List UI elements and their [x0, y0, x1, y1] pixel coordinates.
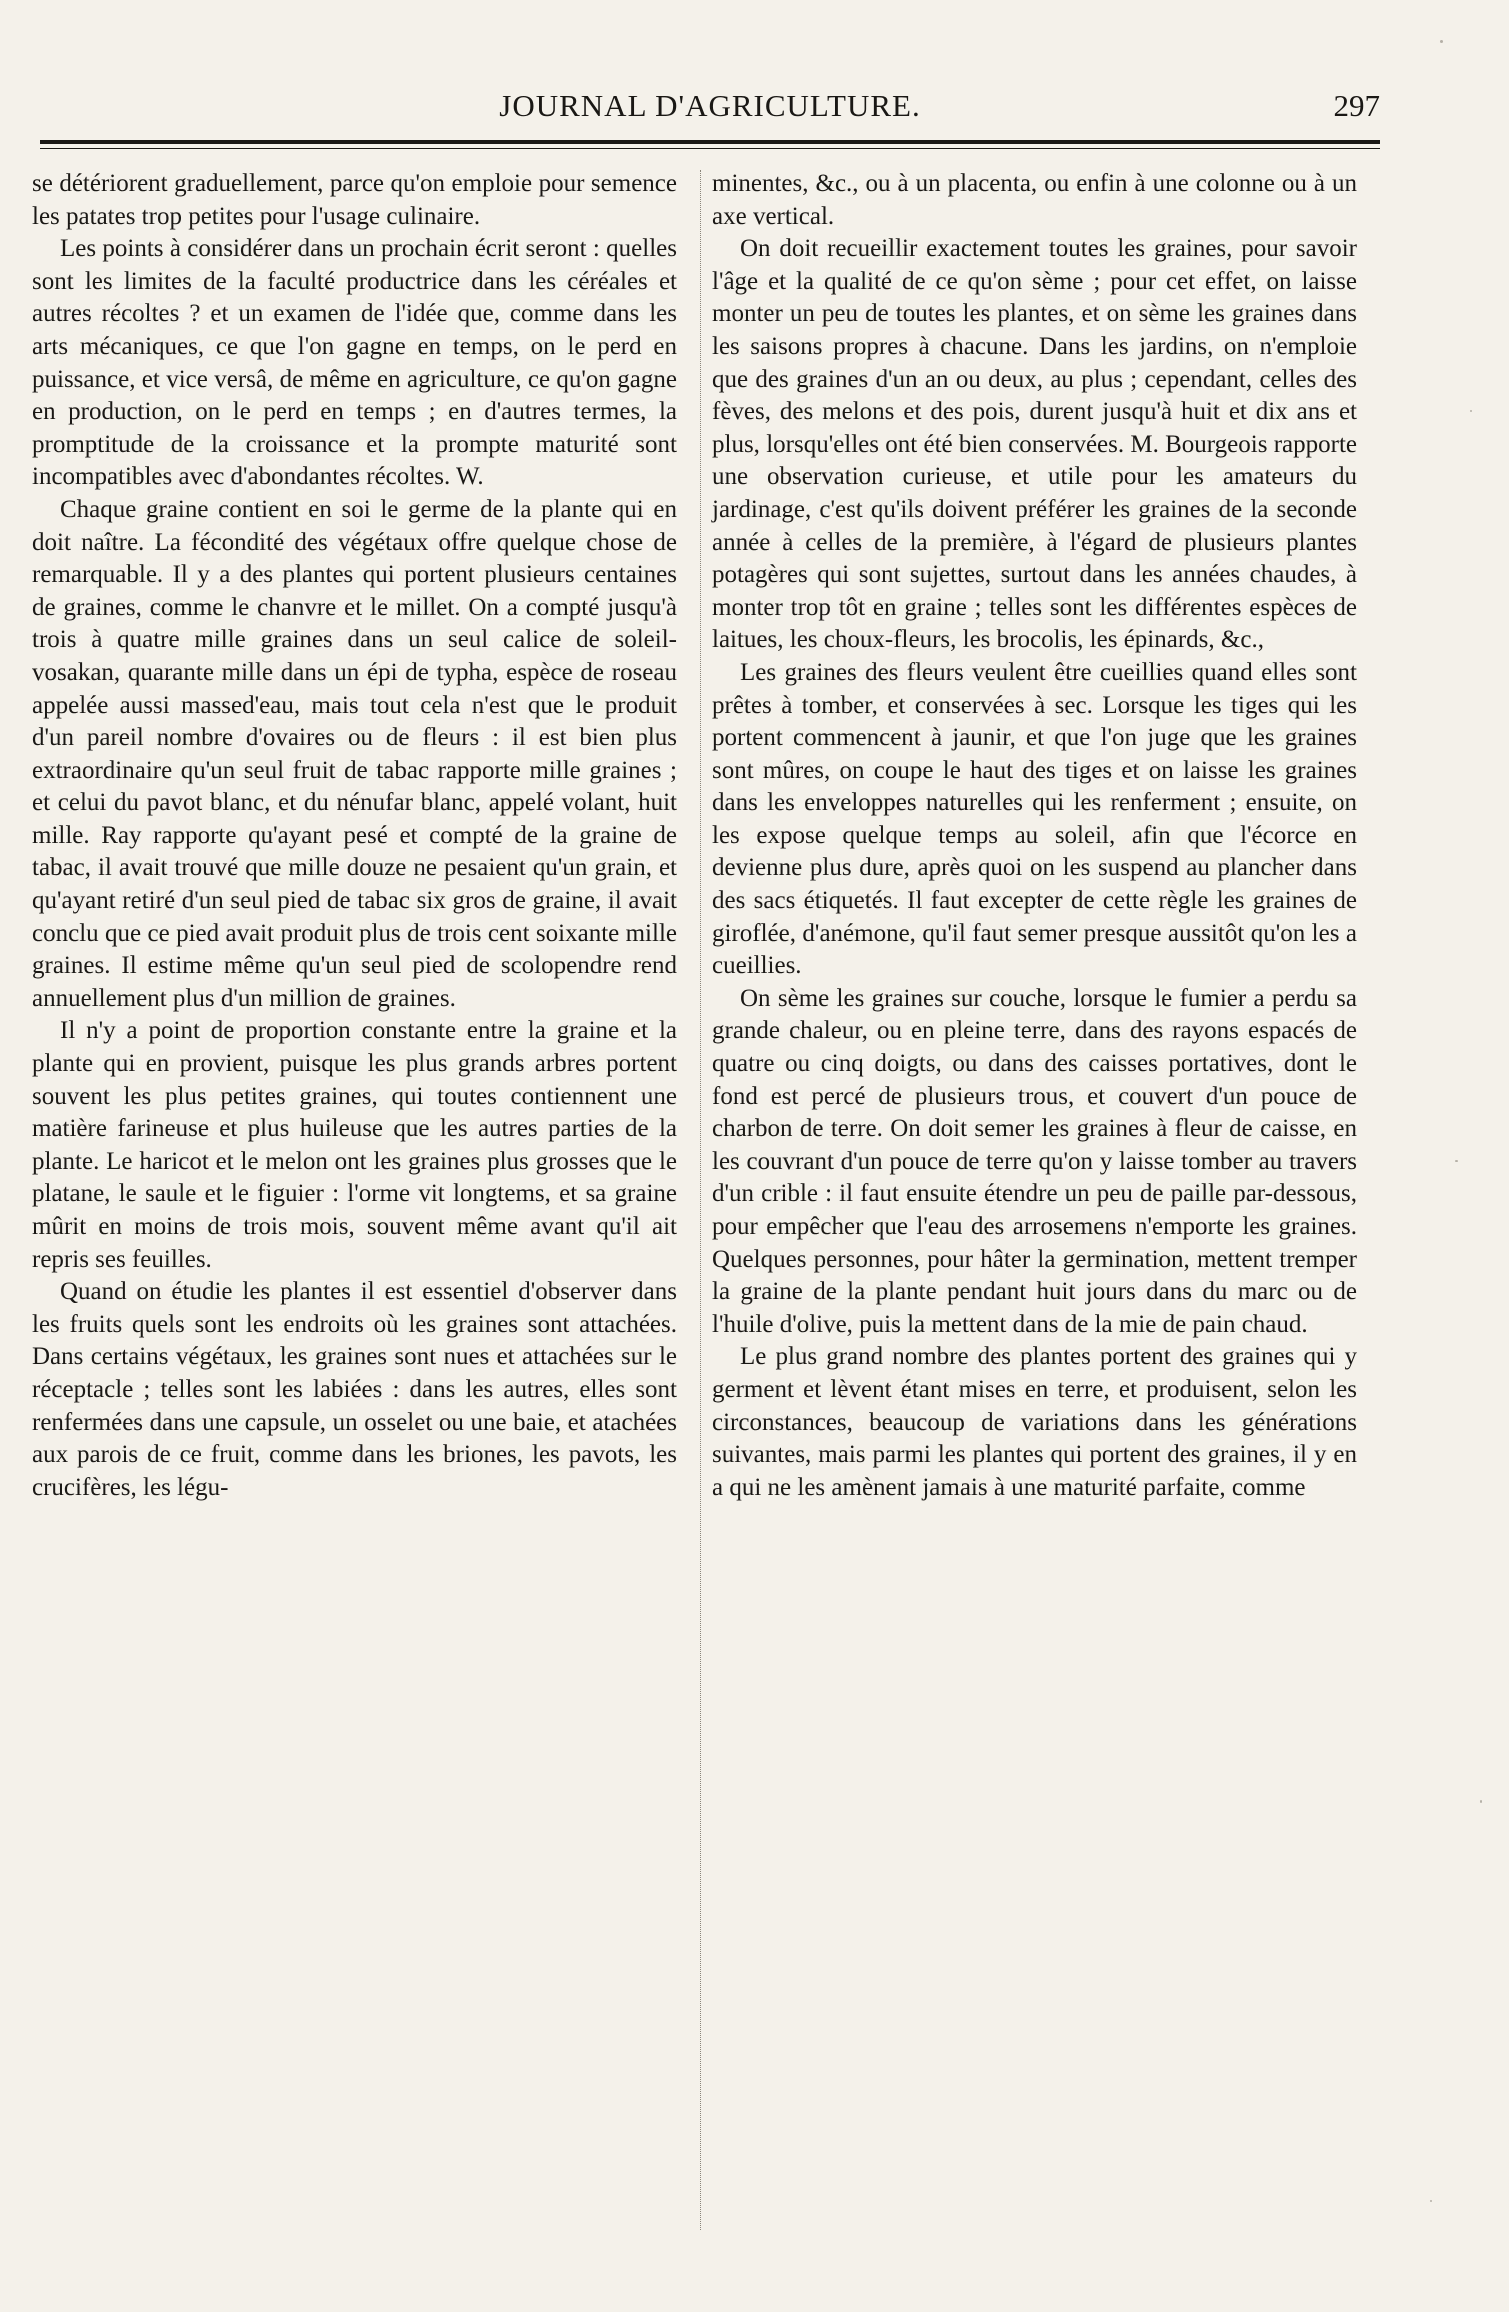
left-column [32, 168, 677, 1504]
page-number: 297 [1333, 88, 1380, 123]
column-divider [700, 170, 701, 2230]
right-column [712, 168, 1357, 1504]
header-rule-thick [40, 140, 1380, 144]
paragraph: Quand on étudie les plantes il est essentiel d'observer dans les fruits quels sont les endroits où les graines sont attachées. Dans certains végétaux, les graines sont nues et attachées sur le réceptacle ; telles sont les labiées : dans les autres, elles sont renfermées dans une capsule, un osselet ou une baie, et atachées aux parois de ce fruit, comme dans les briones, les pavots, les crucifères, les légu- [32, 1278, 677, 1501]
paragraph: Les points à considérer dans un prochain écrit seront : quelles sont les limites de la faculté productrice dans les céréales et autres récoltes ? et un examen de l'idée que, comme dans les arts mécaniques, ce que l'on gagne en temps, on le perd en puissance, et vice versâ, de même en agriculture, ce qu'on gagne en production, on le perd en temps ; en d'autres termes, la promptitude de la croissance et la prompte maturité sont incompatibles avec d'abondantes récoltes. W. [32, 235, 677, 491]
page-header [40, 88, 1380, 136]
paragraph: Les graines des fleurs veulent être cueillies quand elles sont prêtes à tomber, et conservées à sec. Lorsque les tiges qui les portent commencent à jaunir, et que l'on juge que les graines sont mûres, on coupe le haut des tiges et on laisse les graines dans les enveloppes naturelles qui les renferment ; ensuite, on les expose quelque temps au soleil, afin que l'écorce en devienne plus dure, après quoi on les suspend au plancher dans des sacs étiquetés. Il faut excepter de cette règle les graines de giroflée, d'anémone, qu'il faut semer presque aussitôt qu'on les a cueillies. [712, 658, 1357, 980]
paragraph: se détériorent graduellement, parce qu'on emploie pour semence les patates trop petites pour l'usage culinaire. [32, 170, 677, 230]
paragraph: On sème les graines sur couche, lorsque le fumier a perdu sa grande chaleur, ou en pleine terre, dans des rayons espacés de quatre ou cinq doigts, ou dans des caisses portatives, dont le fond est percé de plusieurs trous, et couvert d'un pouce de charbon de terre. On doit semer les graines à fleur de caisse, en les couvrant d'un pouce de terre qu'on y laisse tomber au travers d'un crible : il faut ensuite étendre un peu de paille par-dessous, pour empêcher que l'eau des arrosemens n'emporte les graines. Quelques personnes, pour hâter la germination, mettent tremper la graine de la plante pendant huit jours dans du marc ou de l'huile d'olive, puis la mettent dans de la mie de pain chaud. [712, 984, 1357, 1338]
print-speck [1480, 1800, 1482, 1803]
paragraph: Le plus grand nombre des plantes portent des graines qui y germent et lèvent étant mises en terre, et produisent, selon les circonstances, beaucoup de variations dans les générations suivantes, mais parmi les plantes qui portent des graines, il y en a qui ne les amènent jamais à une maturité parfaite, comme [712, 1343, 1357, 1501]
paragraph: Chaque graine contient en soi le germe de la plante qui en doit naître. La fécondité des végétaux offre quelque chose de remarquable. Il y a des plantes qui portent plusieurs centaines de graines, comme le chanvre et le millet. On a compté jusqu'à trois à quatre mille graines dans un seul calice de soleil-vosakan, quarante mille dans un épi de typha, espèce de roseau appelée aussi massed'eau, mais tout cela n'est que le produit d'un pareil nombre d'ovaires ou de fleurs : il est bien plus extraordinaire qu'un seul fruit de tabac rapporte mille graines ; et celui du pavot blanc, et du nénufar blanc, appelé volant, huit mille. Ray rapporte qu'ayant pesé et compté de la graine de tabac, il avait trouvé que mille douze ne pesaient qu'un grain, et qu'ayant retiré d'un seul pied de tabac six gros de graine, il avait conclu que ce pied avait produit plus de trois cent soixante mille graines. Il estime même qu'un seul pied de scolopendre rend annuellement plus d'un million de graines. [32, 495, 677, 1012]
print-speck [1430, 2200, 1432, 2202]
header-rule-thin [40, 148, 1380, 149]
print-speck [1470, 410, 1472, 412]
paragraph: On doit recueillir exactement toutes les graines, pour savoir l'âge et la qualité de ce qu'on sème ; pour cet effet, on laisse monter un peu de toutes les plantes, et on sème les graines dans les saisons propres à chacune. Dans les jardins, on n'emploie que des graines d'un an ou deux, au plus ; cependant, celles des fèves, des melons et des pois, durent jusqu'à huit et dix ans et plus, lorsqu'elles ont été bien conservées. M. Bourgeois rapporte une observation curieuse, et utile pour les amateurs du jardinage, c'est qu'ils doivent préférer les graines de la seconde année à celles de la première, à l'égard de plusieurs plantes potagères qui sont sujettes, surtout dans les années chaudes, à monter trop tôt en graine ; telles sont les différentes espèces de laitues, les choux-fleurs, les brocolis, les épinards, &c., [712, 235, 1357, 654]
running-title: JOURNAL D'AGRICULTURE. [499, 88, 921, 123]
print-speck [1455, 1160, 1458, 1162]
paragraph: Il n'y a point de proportion constante entre la graine et la plante qui en provient, puisque les plus grands arbres portent souvent les plus petites graines, qui toutes contiennent une matière farineuse et plus huileuse que les autres parties de la plante. Le haricot et le melon ont les graines plus grosses que le platane, le saule et le figuier : l'orme vit longtems, et sa graine mûrit en moins de trois mois, souvent même avant qu'il ait repris ses feuilles. [32, 1017, 677, 1273]
print-speck [1440, 40, 1443, 43]
paragraph: minentes, &c., ou à un placenta, ou enfin à une colonne ou à un axe vertical. [712, 170, 1357, 230]
